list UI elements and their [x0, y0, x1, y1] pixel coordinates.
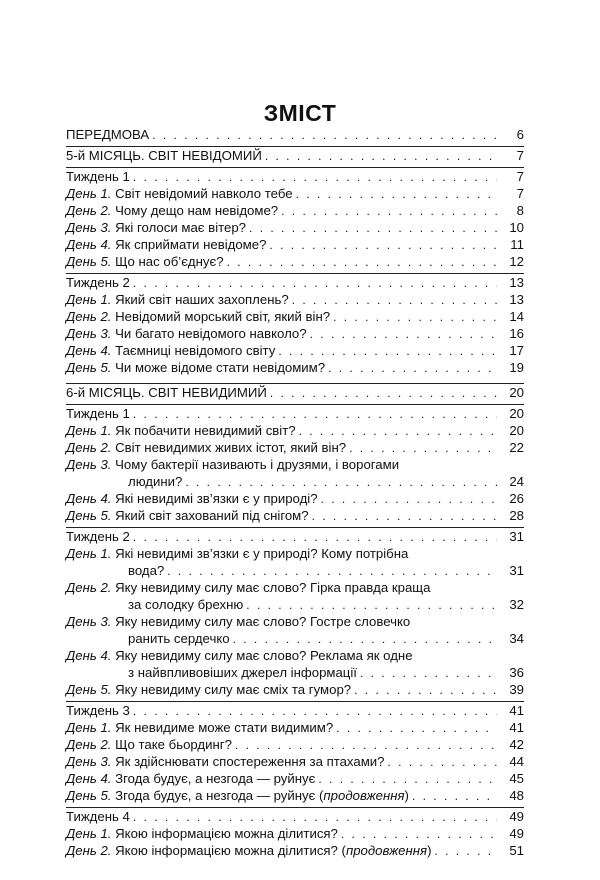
toc-entry	[66, 647, 524, 664]
day-label: День 1.	[66, 423, 116, 438]
entry-text: Які голоси має вітер?	[115, 220, 247, 235]
toc-entry	[66, 456, 524, 473]
page-number: 42	[509, 737, 524, 752]
page-number: 10	[509, 220, 524, 235]
day-label: День 1.	[66, 826, 116, 841]
toc-entry	[66, 664, 524, 681]
toc-entry	[66, 342, 524, 359]
leader-dots	[281, 203, 497, 220]
entry-text: Чи може відоме стати невідомим?	[115, 360, 326, 375]
entry-text: Тиждень 2	[66, 275, 130, 290]
entry-text: людини?	[128, 474, 183, 489]
toc-entry	[66, 736, 524, 753]
page-number: 51	[509, 843, 524, 858]
page-number: 20	[509, 423, 524, 438]
toc-entry	[66, 146, 524, 164]
toc-entry-label	[66, 439, 346, 456]
toc-entry-label	[66, 770, 315, 787]
leader-dots	[292, 292, 497, 309]
page-number: 8	[516, 203, 524, 218]
page-number: 26	[509, 491, 524, 506]
day-label: День 2.	[66, 843, 116, 858]
toc-entry-label	[66, 528, 130, 545]
entry-text: Чому дещо нам невідоме?	[115, 203, 279, 218]
entry-text: Як невидиме може стати видимим?	[115, 720, 334, 735]
toc-entry	[66, 253, 524, 270]
day-label: День 3.	[66, 754, 116, 769]
leader-dots	[167, 563, 497, 580]
toc-entry	[66, 219, 524, 236]
leader-dots	[152, 127, 497, 144]
day-label: День 5.	[66, 254, 116, 269]
entry-text: Як сприймати невідоме?	[115, 237, 267, 252]
day-label: День 4.	[66, 237, 116, 252]
entry-text: Тиждень 1	[66, 406, 130, 421]
toc-entry	[66, 701, 524, 719]
toc-entry-label	[66, 507, 309, 524]
toc-entry	[66, 167, 524, 185]
toc-entry-label	[66, 308, 330, 325]
toc-entry-label	[66, 202, 278, 219]
toc-entry	[66, 308, 524, 325]
toc-entry-label	[66, 291, 289, 308]
leader-dots	[269, 237, 497, 254]
toc-entry	[66, 202, 524, 219]
page-title: ЗМІСТ	[263, 100, 337, 126]
entry-italic-text: продовження	[323, 788, 405, 803]
leader-dots	[412, 788, 497, 805]
toc-entry-label	[66, 647, 413, 664]
page-number: 24	[509, 474, 524, 489]
day-label: День 2.	[66, 737, 116, 752]
day-label: День 5.	[66, 360, 116, 375]
leader-dots	[227, 254, 497, 271]
toc-entry-label	[66, 681, 351, 698]
leader-dots	[318, 771, 497, 788]
toc-entry	[66, 630, 524, 647]
day-label: День 5.	[66, 508, 116, 523]
toc-entry	[66, 185, 524, 202]
toc-entry-label	[66, 545, 408, 562]
day-label: День 3.	[66, 457, 116, 472]
page-number: 14	[509, 309, 524, 324]
entry-text: Які невидимі зв’язки є у природі?	[115, 491, 318, 506]
toc-entry	[66, 126, 524, 143]
day-label: День 1.	[66, 292, 116, 307]
entry-text: 5-й МІСЯЦЬ. СВІТ НЕВІДОМИЙ	[66, 148, 262, 163]
entry-text: ПЕРЕДМОВА	[66, 127, 150, 142]
leader-dots	[233, 631, 497, 648]
toc-entry-label	[66, 325, 307, 342]
toc-entry	[66, 842, 524, 859]
leader-dots	[336, 720, 497, 737]
leader-dots	[312, 508, 497, 525]
toc-entry-label	[66, 613, 410, 630]
day-label: День 2.	[66, 580, 116, 595]
toc-entry-label	[66, 422, 296, 439]
toc-entry-label	[66, 736, 232, 753]
toc-entry-label	[66, 808, 130, 825]
toc-entry-label	[66, 185, 293, 202]
toc-entry	[66, 527, 524, 545]
toc-entry-label	[66, 342, 275, 359]
leader-dots	[299, 423, 497, 440]
page-number: 11	[510, 237, 524, 252]
page-number: 44	[509, 754, 524, 769]
leader-dots	[246, 597, 497, 614]
leader-dots	[249, 220, 497, 237]
toc-entry	[66, 825, 524, 842]
entry-text: Чи багато невідомого навколо?	[115, 326, 307, 341]
entry-text: Яку невидиму силу має слово? Гірка правда краща	[115, 580, 431, 595]
toc-entry-label	[66, 219, 246, 236]
toc-entry-label	[66, 384, 267, 401]
entry-text: Чому бактерії називають і друзями, і ворогами	[115, 457, 400, 472]
toc-entry-label	[128, 630, 230, 647]
toc-entry	[66, 490, 524, 507]
page-number: 31	[509, 529, 524, 544]
toc-entry-label	[128, 664, 357, 681]
leader-dots	[354, 682, 497, 699]
entry-italic-text: продовження	[345, 843, 428, 858]
day-label: День 1.	[66, 720, 116, 735]
toc-entry-label	[66, 126, 149, 143]
entry-text: Яку невидиму силу має сміх та гумор?	[115, 682, 352, 697]
page-number: 20	[509, 406, 524, 421]
toc-entry	[66, 325, 524, 342]
entry-text: Таємниці невідомого світу	[115, 343, 276, 358]
entry-text: Як побачити невидимий світ?	[115, 423, 296, 438]
leader-dots	[333, 309, 497, 326]
day-label: День 1.	[66, 186, 116, 201]
toc-entry	[66, 579, 524, 596]
toc-entry	[66, 383, 524, 401]
day-label: День 4.	[66, 343, 116, 358]
entry-tail-text: )	[427, 843, 432, 858]
toc-entry	[66, 404, 524, 422]
leader-dots	[387, 754, 497, 771]
leader-dots	[133, 275, 497, 292]
toc-entry-label	[66, 253, 224, 270]
day-label: День 3.	[66, 614, 116, 629]
page-number: 19	[509, 360, 524, 375]
page-number: 16	[509, 326, 524, 341]
toc-entry-label	[66, 579, 430, 596]
toc-entry	[66, 753, 524, 770]
entry-text: 6-й МІСЯЦЬ. СВІТ НЕВИДИМИЙ	[66, 385, 267, 400]
toc-entry	[66, 236, 524, 253]
toc-entry-label	[66, 405, 130, 422]
leader-dots	[185, 474, 497, 491]
toc-entry-label	[128, 562, 164, 579]
page-number: 7	[516, 169, 524, 184]
page-number: 41	[509, 720, 524, 735]
page-number: 39	[509, 682, 524, 697]
entry-text: Які невидимі зв’язки є у природі? Кому потрібна	[115, 546, 409, 561]
page-number: 49	[509, 809, 524, 824]
toc-entry	[66, 473, 524, 490]
entry-text: вода?	[128, 563, 165, 578]
entry-text: за солодку брехню	[128, 597, 244, 612]
toc-entry-label	[66, 236, 266, 253]
entry-text: Яку невидиму силу має слово? Реклама як одне	[115, 648, 413, 663]
toc-entry-label	[66, 274, 130, 291]
toc-entry	[66, 719, 524, 736]
day-label: День 4.	[66, 771, 116, 786]
toc-entry-label	[66, 719, 333, 736]
toc-entry	[66, 273, 524, 291]
toc-entry-label	[66, 787, 409, 804]
entry-text: Що таке бьординг?	[115, 737, 232, 752]
toc-entry	[66, 613, 524, 630]
entry-tail-text: )	[404, 788, 409, 803]
entry-text: Яку невидиму силу має слово? Гостре словечко	[115, 614, 411, 629]
entry-text: Тиждень 4	[66, 809, 130, 824]
leader-dots	[328, 360, 497, 377]
day-label: День 2.	[66, 203, 116, 218]
day-label: День 3.	[66, 220, 116, 235]
day-label: День 2.	[66, 309, 116, 324]
page-number: 6	[516, 127, 524, 142]
entry-text: ранить сердечко	[128, 631, 230, 646]
toc-entry	[66, 291, 524, 308]
toc-entry	[66, 681, 524, 698]
toc-entry	[66, 770, 524, 787]
toc-entry	[66, 807, 524, 825]
toc-entry-label	[66, 753, 384, 770]
entry-text: Згода будує, а незгода — руйнує (	[115, 788, 324, 803]
toc-entry	[66, 507, 524, 524]
page-number: 49	[509, 826, 524, 841]
page-number: 45	[509, 771, 524, 786]
leader-dots	[434, 843, 497, 860]
page-number: 34	[509, 631, 524, 646]
toc-entry	[66, 439, 524, 456]
entry-text: з найвпливовіших джерел інформації	[128, 665, 357, 680]
page-number: 28	[509, 508, 524, 523]
page-number: 7	[516, 148, 524, 163]
day-label: День 5.	[66, 788, 116, 803]
leader-dots	[360, 665, 497, 682]
page-number: 48	[509, 788, 524, 803]
day-label: День 1.	[66, 546, 116, 561]
leader-dots	[235, 737, 497, 754]
toc-entry-label	[66, 825, 338, 842]
toc-entry-label	[66, 168, 130, 185]
toc-entry-label	[66, 490, 318, 507]
page-number: 22	[509, 440, 524, 455]
entry-text: Світ невидимих живих істот, який він?	[115, 440, 347, 455]
leader-dots	[133, 406, 497, 423]
page-number: 32	[509, 597, 524, 612]
toc-entry	[66, 422, 524, 439]
entry-text: Який світ захований під снігом?	[115, 508, 309, 523]
leader-dots	[296, 186, 497, 203]
day-label: День 2.	[66, 440, 116, 455]
leader-dots	[133, 809, 497, 826]
leader-dots	[133, 529, 497, 546]
toc-entry-label	[66, 147, 262, 164]
entry-text: Якою інформацією можна ділитися? (	[115, 843, 346, 858]
page-number: 20	[509, 385, 524, 400]
entry-text: Тиждень 1	[66, 169, 130, 184]
page-number: 17	[509, 343, 524, 358]
toc-entry-label	[66, 359, 325, 376]
table-of-contents	[66, 126, 524, 859]
page-number: 31	[509, 563, 524, 578]
day-label: День 4.	[66, 648, 116, 663]
toc-entry-label	[66, 456, 399, 473]
entry-text: Який світ наших захоплень?	[115, 292, 289, 307]
page-number: 13	[509, 275, 524, 290]
entry-text: Тиждень 3	[66, 703, 130, 718]
entry-text: Згода будує, а незгода — руйнує	[115, 771, 316, 786]
entry-text: Світ невідомий навколо тебе	[115, 186, 293, 201]
entry-text: Невідомий морський світ, який він?	[115, 309, 331, 324]
page-number: 13	[509, 292, 524, 307]
leader-dots	[133, 169, 497, 186]
leader-dots	[310, 326, 497, 343]
toc-entry-label	[66, 702, 130, 719]
leader-dots	[341, 826, 497, 843]
page-number: 36	[509, 665, 524, 680]
entry-text: Що нас об’єднує?	[115, 254, 224, 269]
leader-dots	[270, 385, 497, 402]
leader-dots	[349, 440, 497, 457]
toc-entry-label	[128, 473, 182, 490]
page-number: 12	[509, 254, 524, 269]
toc-entry	[66, 596, 524, 613]
leader-dots	[321, 491, 497, 508]
day-label: День 3.	[66, 326, 116, 341]
entry-text: Якою інформацією можна ділитися?	[115, 826, 338, 841]
toc-entry-label	[128, 596, 243, 613]
page-number: 7	[516, 186, 524, 201]
page-number: 41	[509, 703, 524, 718]
day-label: День 4.	[66, 491, 116, 506]
toc-entry	[66, 545, 524, 562]
toc-entry-label	[66, 842, 431, 859]
leader-dots	[278, 343, 497, 360]
toc-entry	[66, 359, 524, 376]
toc-entry	[66, 562, 524, 579]
toc-entry	[66, 787, 524, 804]
entry-text: Як здійснювати спостереження за птахами?	[115, 754, 385, 769]
leader-dots	[133, 703, 497, 720]
day-label: День 5.	[66, 682, 116, 697]
leader-dots	[265, 148, 497, 165]
entry-text: Тиждень 2	[66, 529, 130, 544]
